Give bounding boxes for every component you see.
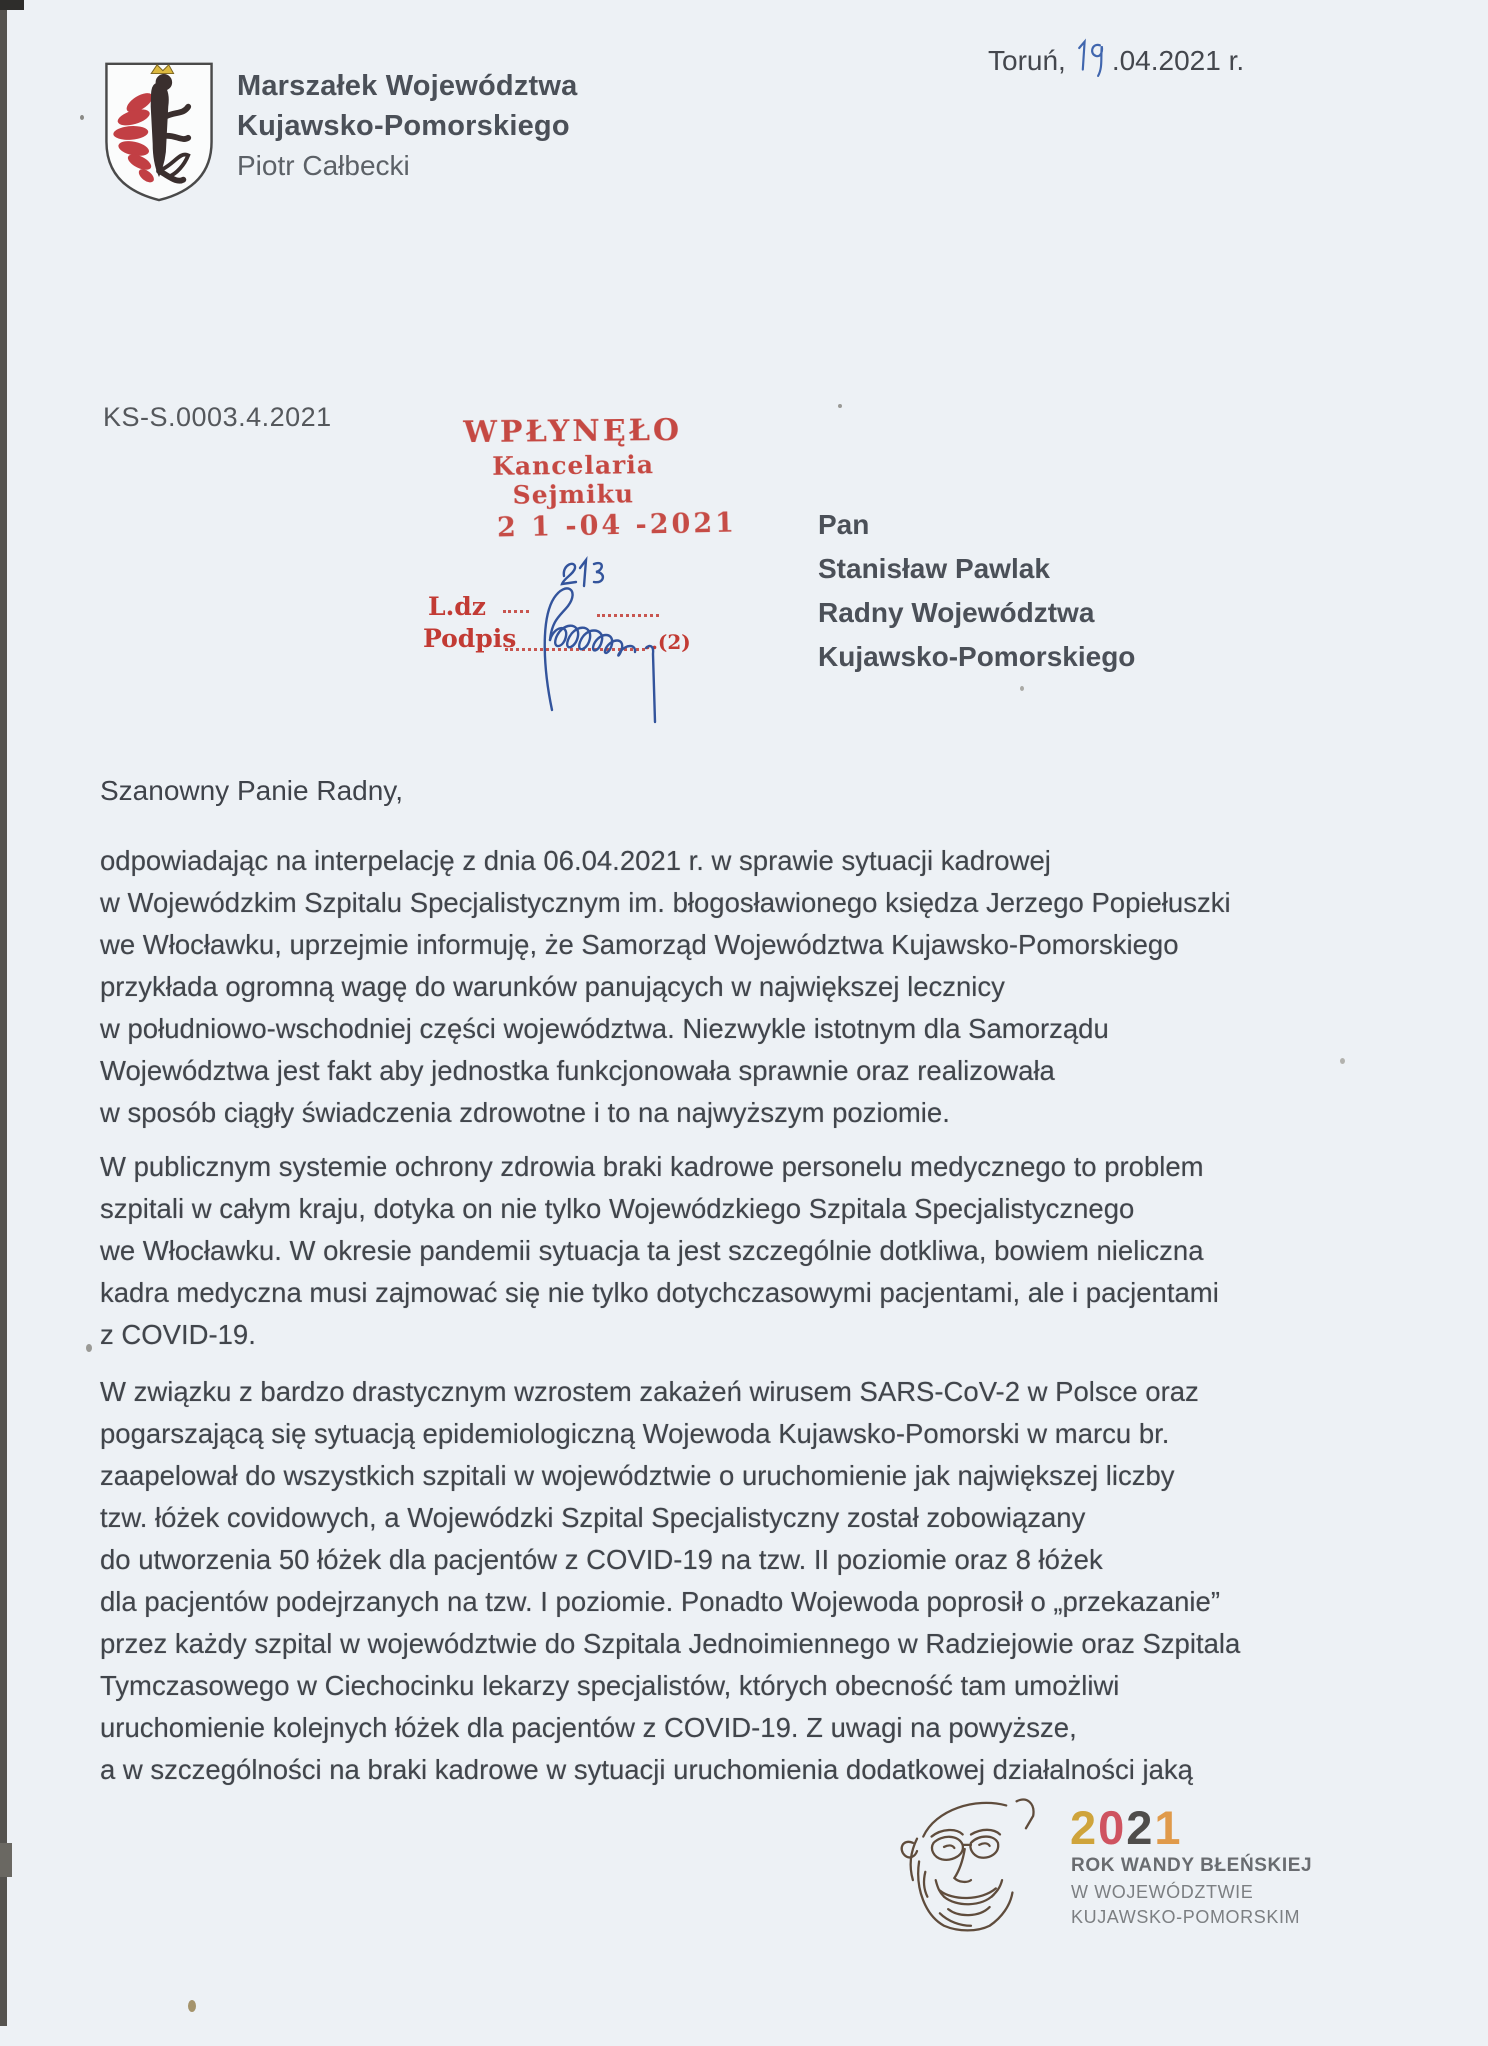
year-2021 — [1070, 1800, 1183, 1855]
text-line: W związku z bardzo drastycznym wzrostem zakażeń wirusem SARS-CoV-2 w Polsce oraz — [100, 1376, 1199, 1407]
scan-edge-bump — [0, 1843, 12, 1877]
year-digit: 2 — [1126, 1801, 1155, 1854]
scan-speck — [188, 2000, 196, 2012]
scan-speck — [1020, 686, 1024, 691]
text-line: W publicznym systemie ochrony zdrowia braki kadrowe personelu medycznego to problem — [100, 1151, 1204, 1182]
text-line: do utworzenia 50 łóżek dla pacjentów z COVID-19 na tzw. II poziomie oraz 8 łóżek — [100, 1544, 1103, 1575]
date-rest: .04.2021 r. — [1111, 45, 1245, 76]
text-line: w Wojewódzkim Szpitalu Specjalistycznym im. błogosławionego księdza Jerzego Popiełuszki — [100, 887, 1231, 918]
sender-block — [237, 66, 577, 186]
year-digit: 0 — [1098, 1801, 1127, 1854]
text-line: szpitali w całym kraju, dotyka on nie tylko Wojewódzkiego Szpitala Specjalistycznego — [100, 1193, 1135, 1224]
reference-number: KS-S.0003.4.2021 — [103, 402, 332, 432]
paragraph-2 — [100, 1146, 1219, 1356]
text-line: Tymczasowego w Ciechocinku lekarzy specjalistów, których obecność tam umożliwi — [100, 1670, 1120, 1701]
text-line: zaapelował do wszystkich szpitali w województwie o uruchomienie jak największej liczby — [100, 1460, 1175, 1491]
text-line: w sposób ciągły świadczenia zdrowotne i to na najwyższym poziomie. — [100, 1097, 950, 1128]
text-line: Radny Województwa — [818, 597, 1095, 628]
year-digit: 1 — [1154, 1801, 1183, 1854]
stamp-ldz-label: L.dz — [428, 592, 486, 621]
text-line: przykłada ogromną wagę do warunków panujących w największej lecznicy — [100, 971, 1005, 1002]
sender-title-line2: Kujawsko-Pomorskiego — [237, 110, 570, 142]
coat-of-arms-icon — [100, 58, 218, 204]
sender-title-line1: Marszałek Województwa — [237, 70, 578, 102]
text-line: w południowo-wschodniej części województwa. Niezwykle istotnym dla Samorządu — [100, 1013, 1109, 1044]
text-line: tzw. łóżek covidowych, a Wojewódzki Szpital Specjalistyczny został zobowiązany — [100, 1502, 1086, 1533]
wanda-blenska-sketch — [893, 1793, 1051, 1933]
text-line: we Włocławku, uprzejmie informuję, że Samorząd Województwa Kujawsko-Pomorskiego — [100, 929, 1179, 960]
year-digit: 2 — [1070, 1801, 1099, 1854]
scan-speck — [838, 404, 842, 408]
stamp-office: Kancelaria Sejmiku — [491, 450, 655, 510]
stamp-date: 2 1 -04 -2021 — [496, 507, 738, 544]
stamp-title: WPŁYNĘŁO — [463, 412, 683, 451]
paragraph-1 — [100, 840, 1231, 1134]
sender-name: Piotr Całbecki — [237, 150, 410, 181]
registry-stamp — [448, 413, 699, 511]
text-line: przez każdy szpital w województwie do Szpitala Jednoimiennego w Radziejowie oraz Szpitala — [100, 1628, 1241, 1659]
text-line: kadra medyczna musi zajmować się nie tylko dotychczasowymi pacjentami, ale i pacjentami — [100, 1277, 1219, 1308]
scan-edge-strip — [0, 6, 7, 2026]
stamp-annotation: ..(2) — [644, 630, 691, 654]
text-line: Województwa jest fakt aby jednostka funkcjonowała sprawnie oraz realizowała — [100, 1055, 1055, 1086]
text-line: Pan — [818, 509, 870, 540]
scan-speck — [1340, 1058, 1345, 1064]
text-line: we Włocławku. W okresie pandemii sytuacja ta jest szczególnie dotkliwa, bowiem nieliczna — [100, 1235, 1204, 1266]
text-line: a w szczególności na braki kadrowe w sytuacji uruchomienia dodatkowej działalności jaką — [100, 1754, 1193, 1785]
handwritten-signature — [508, 552, 678, 737]
text-line: dla pacjentów podejrzanych na tzw. I poziomie. Ponadto Wojewoda poprosił o „przekazanie” — [100, 1586, 1220, 1617]
scan-speck — [80, 115, 84, 120]
text-line: Stanisław Pawlak — [818, 553, 1050, 584]
place-and-date — [988, 36, 1244, 85]
scan-speck — [86, 1344, 92, 1352]
text-line: pogarszającą się sytuacją epidemiologiczną Wojewoda Kujawsko-Pomorski w marcu br. — [100, 1418, 1170, 1449]
text-line: Kujawsko-Pomorskiego — [818, 641, 1136, 672]
stamp-podpis-label: Podpis — [423, 624, 517, 653]
logo-caption-line2: W WOJEWÓDZTWIE — [1071, 1882, 1254, 1902]
salutation: Szanowny Panie Radny, — [100, 775, 403, 806]
logo-caption-line3: KUJAWSKO-POMORSKIM — [1071, 1907, 1301, 1927]
text-line: uruchomienie kolejnych łóżek dla pacjentów z COVID-19. Z uwagi na powyższe, — [100, 1712, 1077, 1743]
text-line: odpowiadając na interpelację z dnia 06.04.2021 r. w sprawie sytuacji kadrowej — [100, 845, 1051, 876]
paragraph-3 — [100, 1371, 1240, 1791]
scan-edge-corner — [0, 0, 24, 10]
handwritten-day-ink — [1072, 36, 1108, 85]
logo-caption-line1: ROK WANDY BŁEŃSKIEJ — [1071, 1855, 1313, 1876]
recipient-block — [818, 503, 1135, 679]
text-line: z COVID-19. — [100, 1319, 256, 1350]
place-label: Toruń, — [988, 45, 1066, 76]
